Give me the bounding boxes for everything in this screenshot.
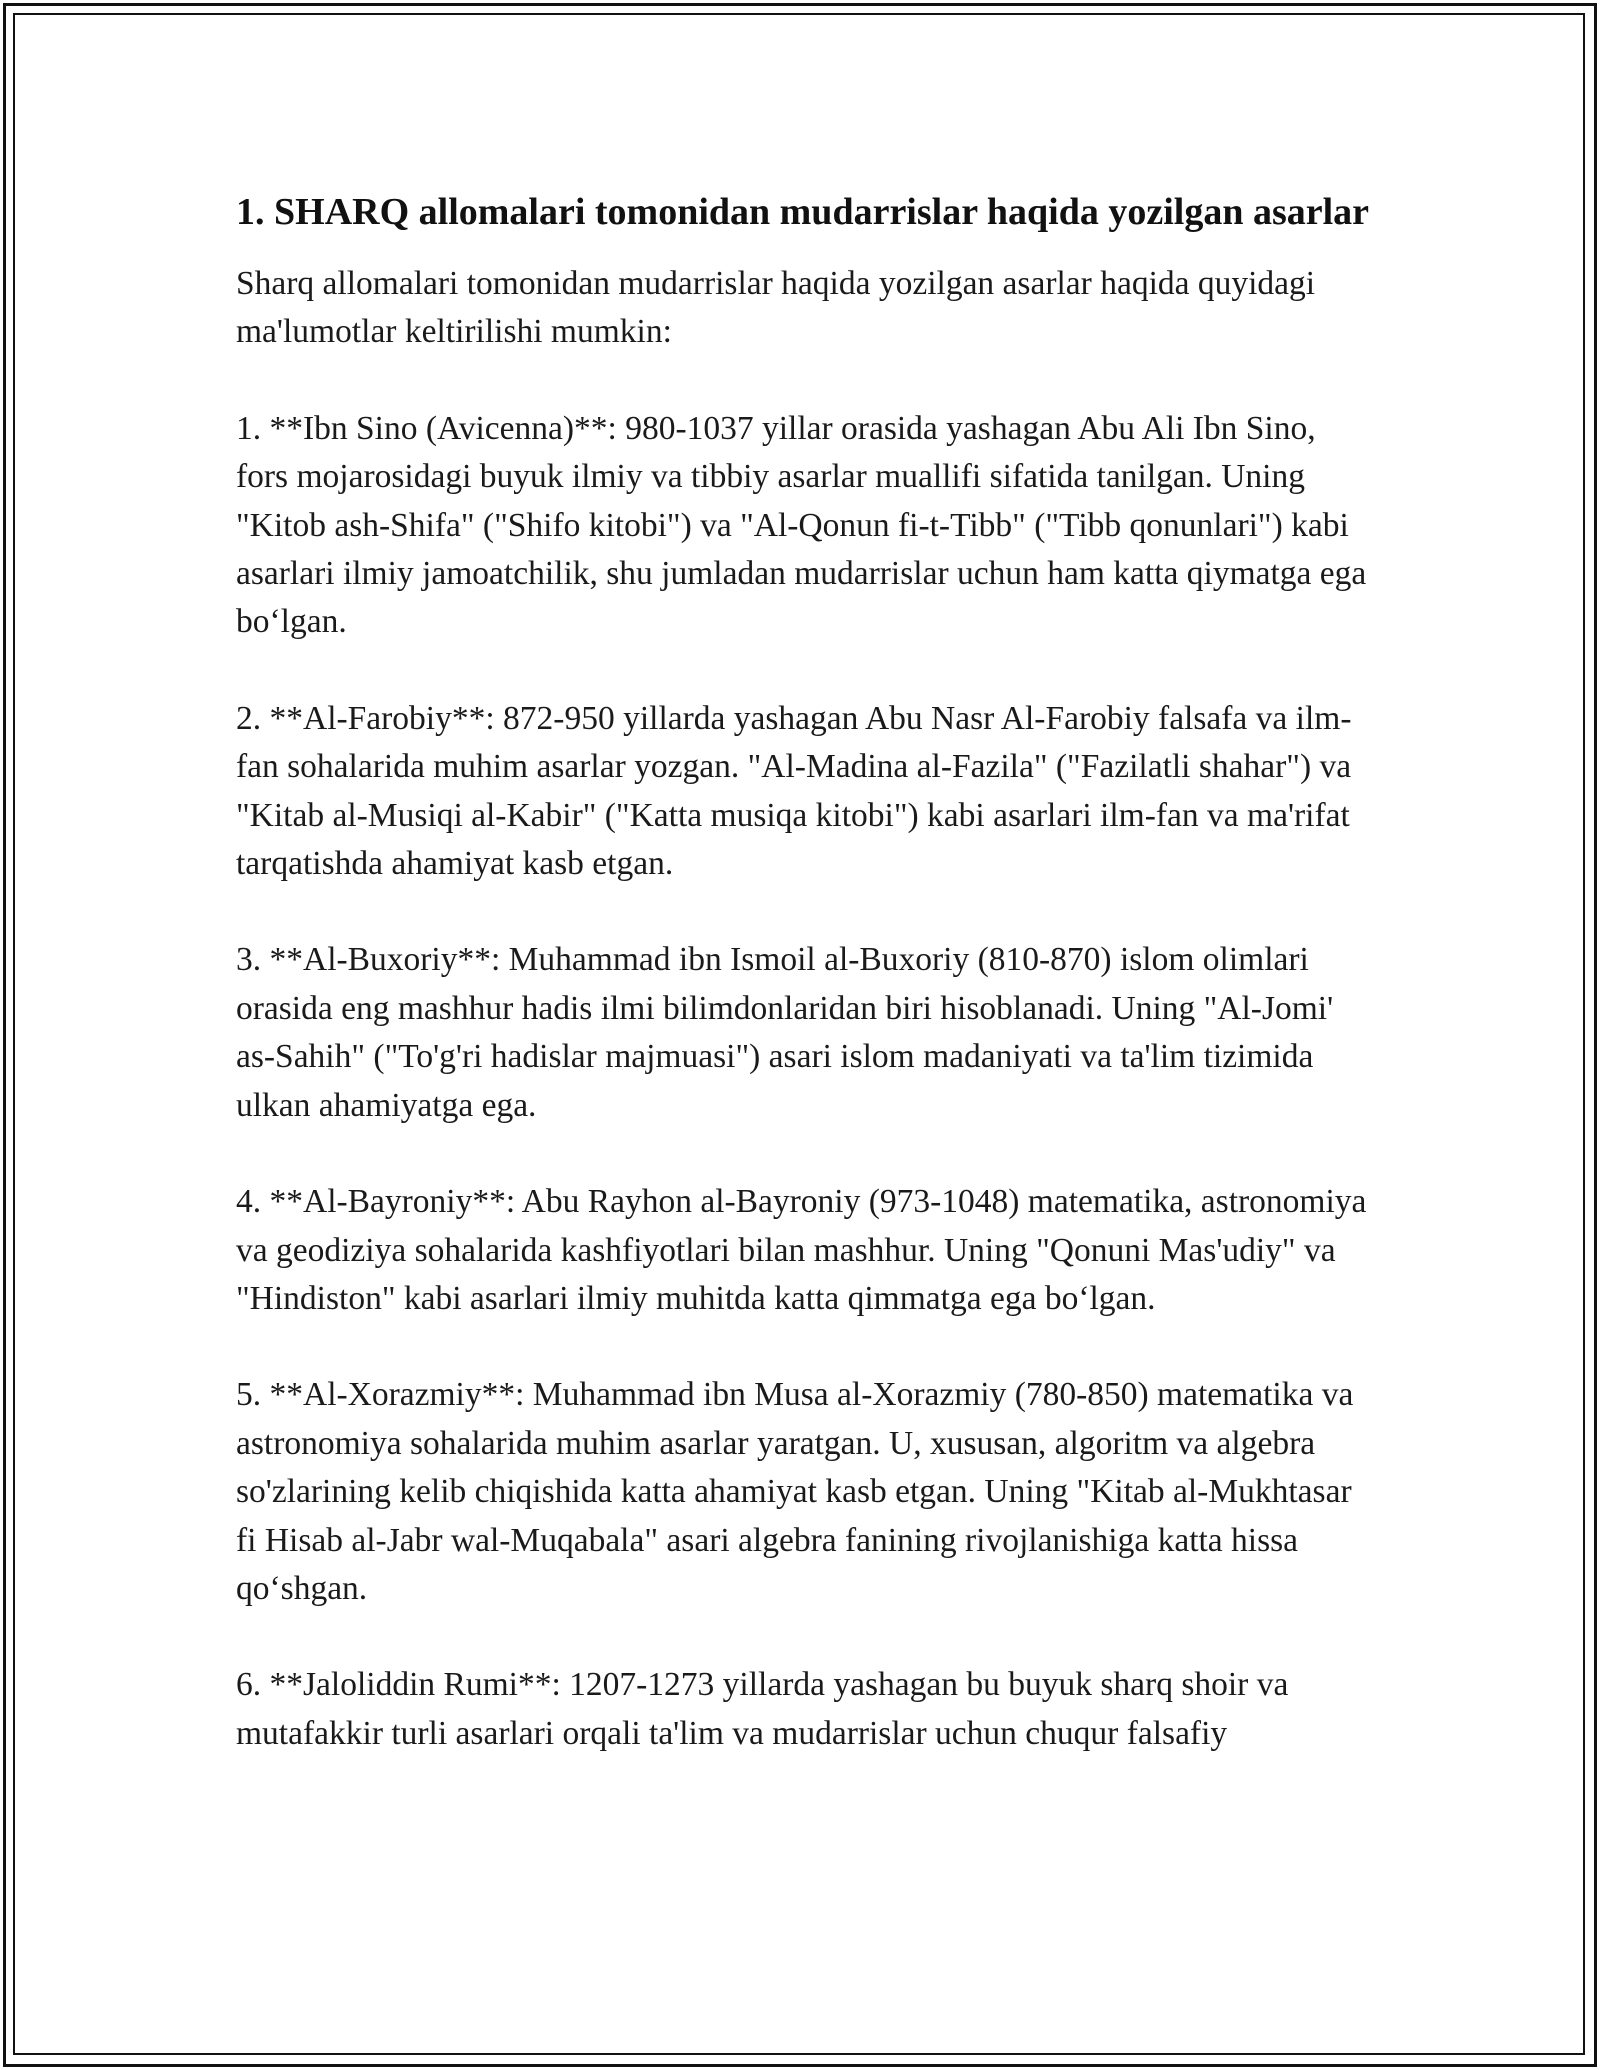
document-title: 1. SHARQ allomalari tomonidan mudarrislar haqida yozilgan asarlar	[236, 191, 1370, 233]
list-item-al-bayroniy: 4. **Al-Bayroniy**: Abu Rayhon al-Bayroniy (973-1048) matematika, astronomiya va geodiziya sohalarida kashfiyotlari bilan mashhur. Uning "Qonuni Mas'udiy" va "Hindiston" kabi asarlari ilmiy muhitda katta qimmatga ega bo‘lgan.	[236, 1183, 1367, 1317]
document-body	[236, 185, 1376, 1806]
list-item-al-xorazmiy: 5. **Al-Xorazmiy**: Muhammad ibn Musa al-Xorazmiy (780-850) matematika va astronomiya sohalarida muhim asarlar yaratgan. U, xususan, algoritm va algebra so'zlarining kelib chiqishida katta ahamiyat kasb etgan. Uning "Kitab al-Mukhtasar fi Hisab al-Jabr wal-Muqabala" asari algebra fanining rivojlanishiga katta hissa qo‘shgan.	[236, 1376, 1354, 1607]
scholar-list	[236, 405, 1376, 1758]
list-item-jaloliddin-rumi: 6. **Jaloliddin Rumi**: 1207-1273 yillarda yashagan bu buyuk sharq shoir va mutafakkir turli asarlari orqali ta'lim va mudarrislar uchun chuqur falsafiy	[236, 1666, 1289, 1752]
list-item-al-buxoriy: 3. **Al-Buxoriy**: Muhammad ibn Ismoil al-Buxoriy (810-870) islom olimlari orasida eng mashhur hadis ilmi bilimdonlaridan biri hisoblanadi. Uning "Al-Jomi' as-Sahih" ("To'g'ri hadislar majmuasi") asari islom madaniyati va ta'lim tizimida ulkan ahamiyatga ega.	[236, 941, 1334, 1124]
list-item-ibn-sino: 1. **Ibn Sino (Avicenna)**: 980-1037 yillar orasida yashagan Abu Ali Ibn Sino, fors mojarosidagi buyuk ilmiy va tibbiy asarlar muallifi sifatida tanilgan. Uning "Kitob ash-Shifa" ("Shifo kitobi") va "Al-Qonun fi-t-Tibb" ("Tibb qonunlari") kabi asarlari ilmiy jamoatchilik, shu jumladan mudarrislar uchun ham katta qiymatga ega bo‘lgan.	[236, 409, 1367, 641]
list-item-al-farobiy: 2. **Al-Farobiy**: 872-950 yillarda yashagan Abu Nasr Al-Farobiy falsafa va ilm-fan sohalarida muhim asarlar yozgan. "Al-Madina al-Fazila" ("Fazilatli shahar") va "Kitab al-Musiqi al-Kabir" ("Katta musiqa kitobi") kabi asarlari ilm-fan va ma'rifat tarqatishda ahamiyat kasb etgan.	[236, 699, 1352, 883]
intro-paragraph: Sharq allomalari tomonidan mudarrislar haqida yozilgan asarlar haqida quyidagi ma'lumotlar keltirilishi mumkin:	[236, 265, 1316, 351]
